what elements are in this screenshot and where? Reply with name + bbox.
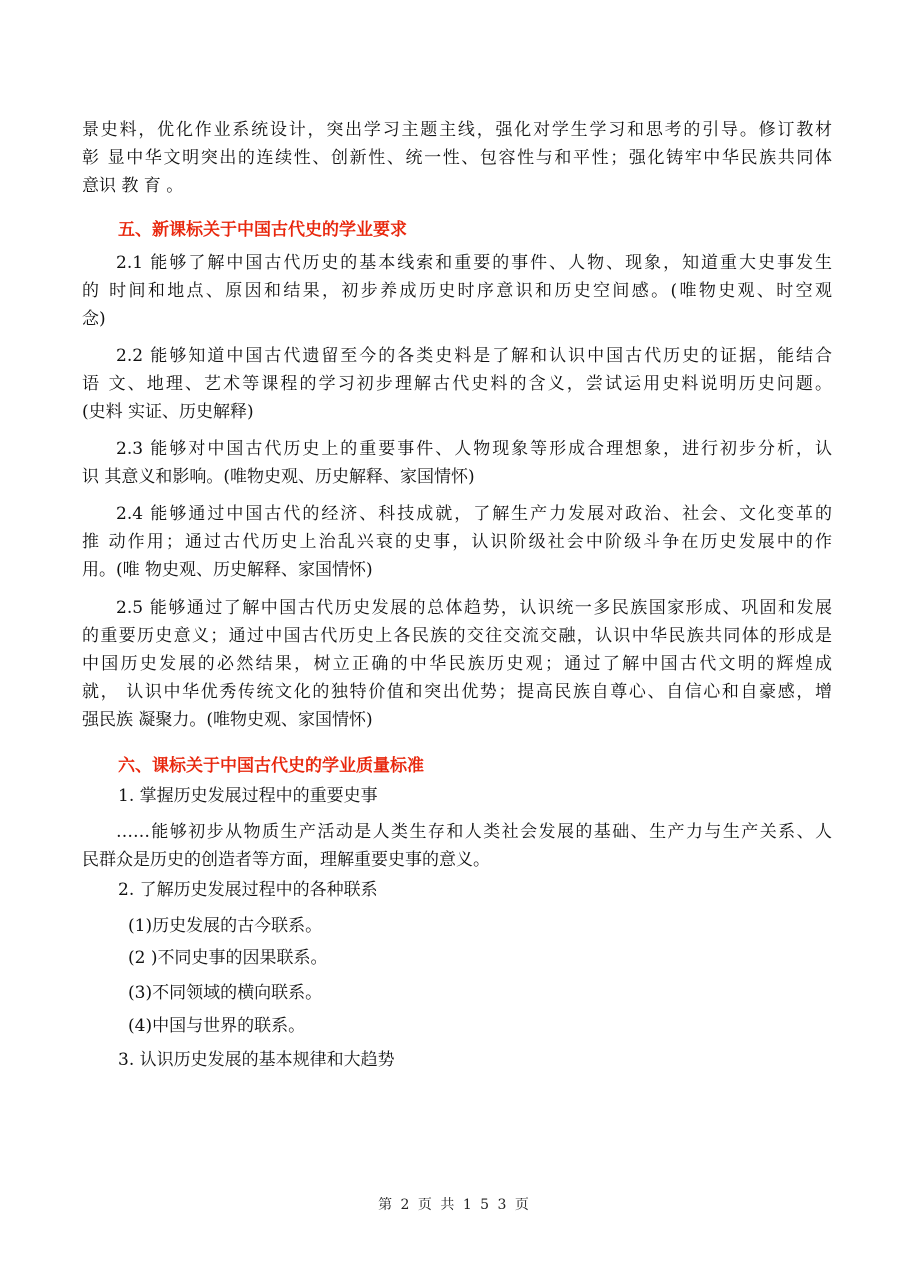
paragraph-line: 念) (82, 309, 106, 329)
paragraph-line: 语 文、地理、艺术等课程的学习初步理解古代史料的含义，尝试运用史料说明历史问题。 (82, 374, 832, 394)
paragraph-line: 2.2 能够知道中国古代遗留至今的各类史料是了解和认识中国古代历史的证据，能结合 (116, 346, 832, 366)
quality-item-1-title: 1. 掌握历史发展过程中的重要史事 (118, 786, 378, 806)
sub-item: (3)不同领域的横向联系。 (128, 983, 323, 1003)
paragraph-line: 景史料，优化作业系统设计，突出学习主题主线，强化对学生学习和思考的引导。修订教材 (82, 120, 832, 140)
paragraph-line: 推 动作用；通过古代历史上治乱兴衰的史事，认识阶级社会中阶级斗争在历史发展中的作 (82, 532, 832, 552)
paragraph-line: 的重要历史意义；通过中国古代历史上各民族的交往交流交融，认识中华民族共同体的形成是 (82, 626, 832, 646)
page-number: 第 2 页 共 1 5 3 页 (378, 1197, 531, 1213)
requirement-2-5 (82, 594, 832, 734)
section-heading-5: 五、新课标关于中国古代史的学业要求 (118, 220, 407, 240)
section-heading-6: 六、课标关于中国古代史的学业质量标准 (118, 756, 424, 776)
paragraph-line: 意识 教 育 。 (82, 176, 184, 196)
requirement-2-1 (82, 249, 832, 333)
requirement-2-3 (82, 435, 832, 491)
paragraph-line: 的 时间和地点、原因和结果，初步养成历史时序意识和历史空间感。(唯物史观、时空观 (82, 281, 832, 301)
paragraph-line: 就， 认识中华优秀传统文化的独特价值和突出优势；提高民族自尊心、自信心和自豪感，增 (82, 682, 832, 702)
sub-item: (4)中国与世界的联系。 (128, 1016, 306, 1036)
quality-item-2-title: 2. 了解历史发展过程中的各种联系 (118, 880, 378, 900)
paragraph-line: 识 其意义和影响。(唯物史观、历史解释、家国情怀) (82, 467, 475, 487)
sub-item: (2 )不同史事的因果联系。 (128, 948, 328, 968)
paragraph-line: 彰 显中华文明突出的连续性、创新性、统一性、包容性与和平性；强化铸牢中华民族共同体 (82, 148, 832, 168)
requirement-2-2 (82, 342, 832, 426)
paragraph-line: ……能够初步从物质生产活动是人类生存和人类社会发展的基础、生产力与生产关系、人 (116, 822, 832, 842)
paragraph-line: 民群众是历史的创造者等方面，理解重要史事的意义。 (82, 850, 490, 870)
intro-paragraph (82, 116, 832, 200)
paragraph-line: (史料 实证、历史解释) (82, 402, 254, 422)
paragraph-line: 2.1 能够了解中国古代历史的基本线索和重要的事件、人物、现象，知道重大史事发生 (116, 253, 832, 273)
paragraph-line: 2.5 能够通过了解中国古代历史发展的总体趋势，认识统一多民族国家形成、巩固和发展 (116, 598, 832, 618)
quality-item-1-body (82, 818, 832, 874)
paragraph-line: 2.3 能够对中国古代历史上的重要事件、人物现象等形成合理想象，进行初步分析，认 (116, 439, 832, 459)
paragraph-line: 强民族 凝聚力。(唯物史观、家国情怀) (82, 710, 373, 730)
requirement-2-4 (82, 500, 832, 584)
quality-item-3-title: 3. 认识历史发展的基本规律和大趋势 (118, 1050, 395, 1070)
paragraph-line: 中国历史发展的必然结果，树立正确的中华民族历史观；通过了解中国古代文明的辉煌成 (82, 654, 832, 674)
paragraph-line: 2.4 能够通过中国古代的经济、科技成就，了解生产力发展对政治、社会、文化变革的 (116, 504, 832, 524)
sub-item: (1)历史发展的古今联系。 (128, 916, 323, 936)
paragraph-line: 用。(唯 物史观、历史解释、家国情怀) (82, 560, 373, 580)
